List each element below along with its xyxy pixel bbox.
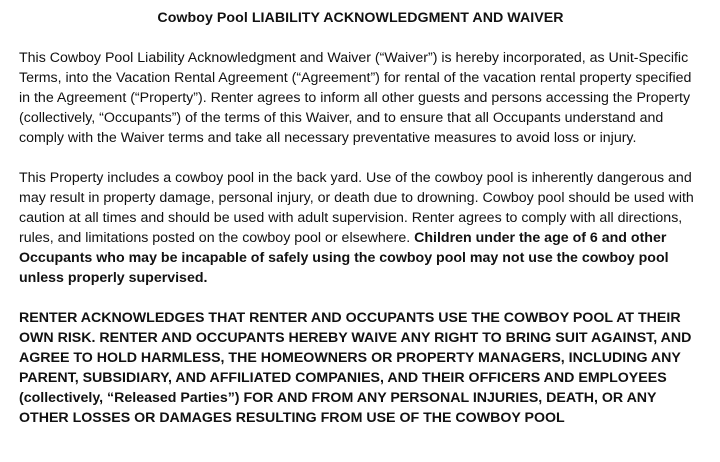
document-title: Cowboy Pool LIABILITY ACKNOWLEDGMENT AND WAIVER [157,10,564,26]
paragraph-release-of-liability: RENTER ACKNOWLEDGES THAT RENTER AND OCCUPANTS USE THE COWBOY POOL AT THEIR OWN RISK. RENTER AND OCCUPANTS HEREBY WAIVE ANY RIGHT TO BRING SUIT AGAINST, AND AGREE TO HOLD HARMLESS, THE HOMEOWNERS OR PROPERTY MANAGERS, INCLUDING ANY PARENT, SUBSIDIARY, AND AFFILIATED COMPANIES, AND THEIR OFFICERS AND EMPLOYEES (collectively, “Released Parties”) FOR AND FROM ANY PERSONAL INJURIES, DEATH, OR ANY OTHER LOSSES OR DAMAGES RESULTING FROM USE OF THE COWBOY POOL [19,310,692,426]
paragraph-pool-use-children-warning: Children under the age of 6 and other Occupants who may be incapable of safely using the cowboy pool may not use the cowboy pool unless properly supervised. [19,230,669,286]
paragraph-incorporation: This Cowboy Pool Liability Acknowledgment and Waiver (“Waiver”) is hereby incorporated, as Unit-Specific Terms, into the Vacation Rental Agreement (“Agreement”) for rental of the vacation rental property specified in the Agreement (“Property”). Renter agrees to inform all other guests and persons accessing the Property (collectively, “Occupants”) of the terms of this Waiver, and to ensure that all Occupants understand and comply with the Waiver terms and take all necessary preventative measures to avoid loss or injury. [19,50,692,146]
paragraph-pool-use-text: This Property includes a cowboy pool in the back yard. Use of the cowboy pool is inherently dangerous and may result in property damage, personal injury, or death due to drowning. Cowboy pool should be used with caution at all times and should be used with adult supervision. Renter agrees to comply with all directions, rules, and limitations posted on the cowboy pool or elsewhere. [19,170,694,246]
paragraph-pool-use [19,168,702,288]
